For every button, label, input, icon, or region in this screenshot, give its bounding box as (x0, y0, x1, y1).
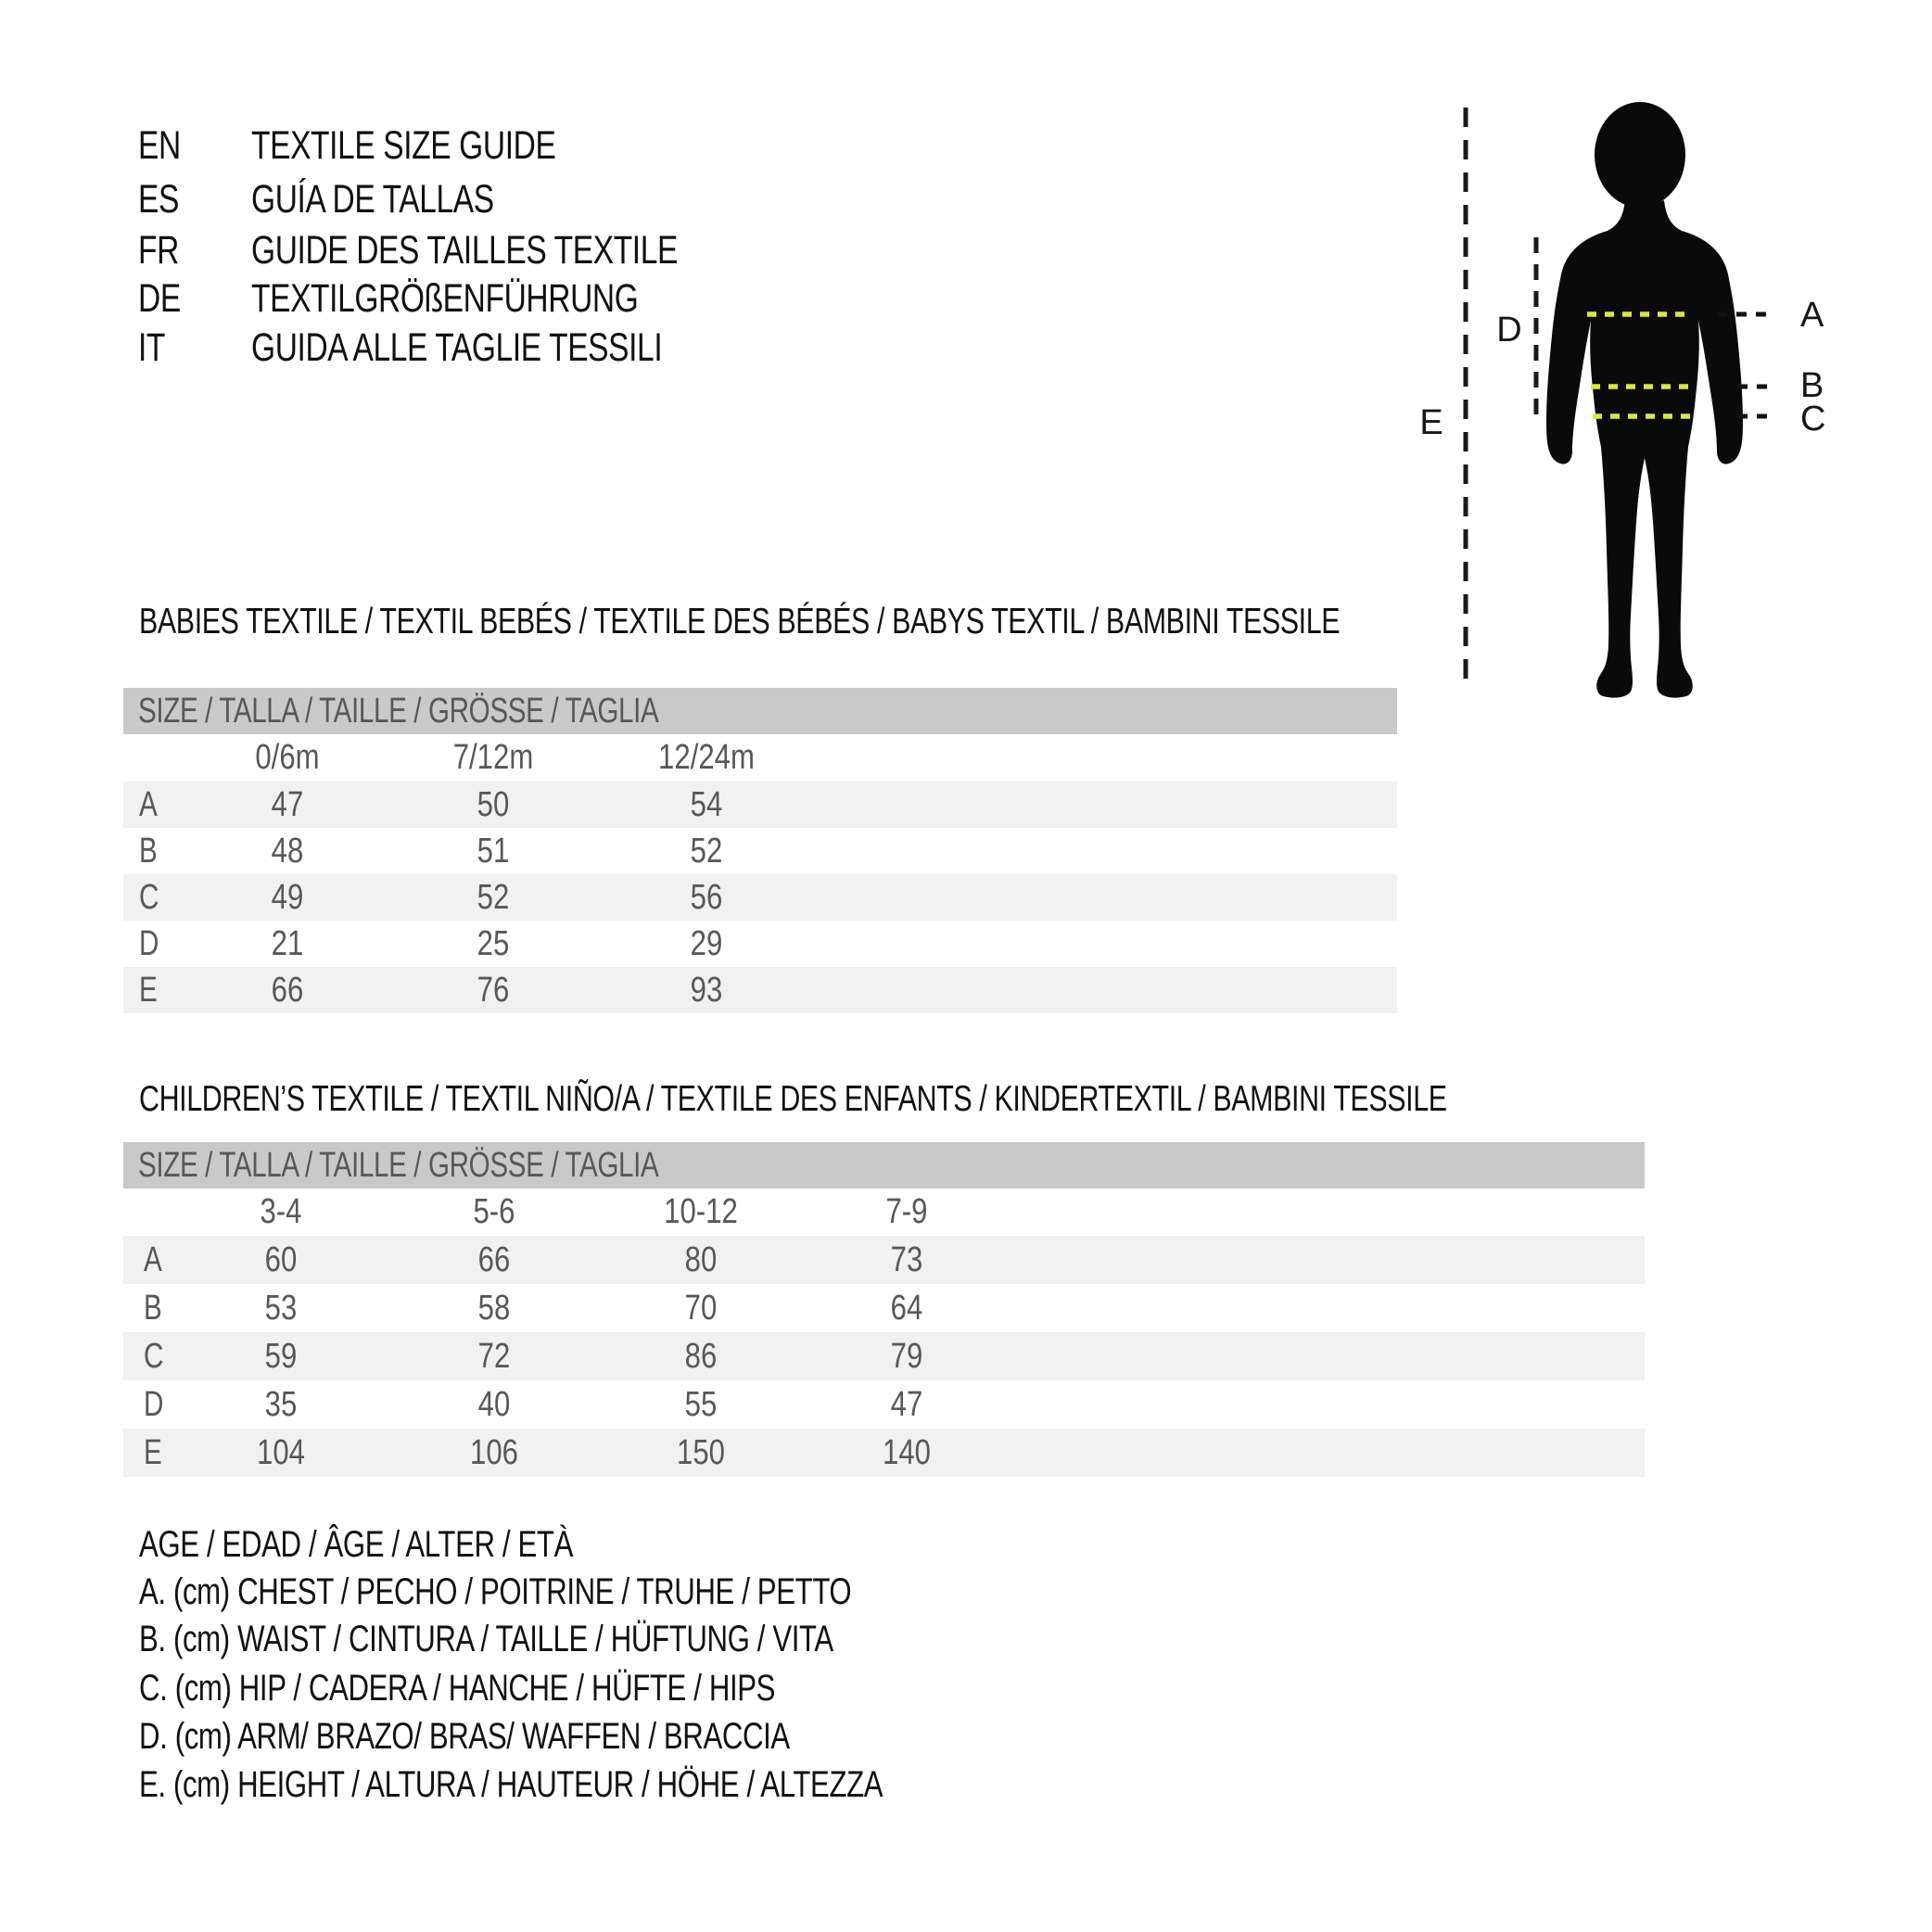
table-cell: 58 (477, 1289, 511, 1328)
table-cell: 55 (684, 1385, 718, 1424)
children-column-header-row (123, 1188, 1645, 1236)
figure-label-e: E (1419, 403, 1443, 442)
children-size-header-bar (123, 1142, 1645, 1188)
babies-size-header-label: SIZE / TALLA / TAILLE / GRÖSSE / TAGLIA (138, 692, 659, 731)
child-measurement-figure (1391, 74, 1873, 723)
table-cell: 56 (690, 878, 723, 917)
table-cell: 93 (690, 971, 723, 1010)
babies-col-header: 0/6m (255, 738, 320, 777)
lang-code-it: IT (138, 325, 166, 370)
children-col-header: 10-12 (664, 1192, 738, 1231)
table-row (123, 921, 1397, 967)
table-cell: 86 (684, 1337, 718, 1376)
table-row (123, 1429, 1645, 1477)
table-cell: 25 (477, 924, 510, 963)
legend-line-chest: A. (cm) CHEST / PECHO / POITRINE / TRUHE / PETTO (139, 1571, 852, 1612)
table-cell: 40 (477, 1385, 511, 1424)
table-cell: 47 (890, 1385, 923, 1424)
table-cell: 140 (883, 1433, 931, 1472)
title-fr: GUIDE DES TAILLES TEXTILE (251, 228, 678, 273)
babies-column-header-row (123, 734, 1397, 782)
figure-label-a: A (1800, 296, 1824, 335)
table-cell: 72 (477, 1337, 511, 1376)
children-size-table (123, 1142, 1645, 1477)
babies-size-table (123, 688, 1397, 1013)
legend-line-height: E. (cm) HEIGHT / ALTURA / HAUTEUR / HÖHE / ALTEZZA (139, 1764, 883, 1805)
table-cell: 76 (477, 971, 510, 1010)
legend-line-waist: B. (cm) WAIST / CINTURA / TAILLE / HÜFTUNG / VITA (139, 1619, 833, 1659)
table-cell: 79 (890, 1337, 923, 1376)
legend-line-arm: D. (cm) ARM/ BRAZO/ BRAS/ WAFFEN / BRACCIA (139, 1716, 790, 1757)
table-cell: 80 (684, 1240, 718, 1279)
table-row (123, 1332, 1645, 1380)
children-col-header: 7-9 (885, 1192, 928, 1231)
row-label: E (144, 1433, 162, 1472)
figure-label-d: D (1496, 311, 1522, 350)
row-label: C (144, 1337, 164, 1376)
table-cell: 150 (677, 1433, 725, 1472)
table-cell: 47 (271, 785, 304, 824)
babies-section-heading: BABIES TEXTILE / TEXTIL BEBÉS / TEXTILE DES BÉBÉS / BABYS TEXTIL / BAMBINI TESSILE (139, 602, 1341, 642)
table-cell: 21 (271, 924, 304, 963)
lang-code-es: ES (138, 177, 179, 222)
babies-col-header: 7/12m (452, 738, 534, 777)
row-label: E (139, 971, 158, 1010)
figure-label-c: C (1800, 400, 1826, 439)
table-cell: 51 (477, 832, 510, 871)
child-silhouette-icon (1546, 102, 1743, 698)
table-cell: 73 (890, 1240, 923, 1279)
table-cell: 64 (890, 1289, 923, 1328)
table-row (123, 828, 1397, 874)
table-cell: 106 (470, 1433, 518, 1472)
title-es: GUÍA DE TALLAS (251, 177, 494, 222)
children-col-header: 5-6 (473, 1192, 515, 1231)
babies-col-header: 12/24m (658, 738, 755, 777)
row-label: B (139, 832, 158, 871)
table-cell: 29 (690, 924, 723, 963)
table-row (123, 1380, 1645, 1429)
table-row (123, 967, 1397, 1013)
table-cell: 54 (690, 785, 723, 824)
row-label: B (144, 1289, 162, 1328)
row-label: A (144, 1240, 162, 1279)
table-cell: 60 (264, 1240, 298, 1279)
table-cell: 66 (477, 1240, 511, 1279)
legend-line-age: AGE / EDAD / ÂGE / ALTER / ETÀ (139, 1524, 573, 1565)
table-cell: 52 (477, 878, 510, 917)
babies-size-header-bar (123, 688, 1397, 734)
lang-code-en: EN (138, 123, 181, 168)
legend-line-hip: C. (cm) HIP / CADERA / HANCHE / HÜFTE / HIPS (139, 1668, 776, 1709)
table-cell: 66 (271, 971, 304, 1010)
children-size-header-label: SIZE / TALLA / TAILLE / GRÖSSE / TAGLIA (138, 1146, 659, 1185)
table-cell: 53 (264, 1289, 298, 1328)
lang-code-de: DE (138, 276, 181, 321)
table-cell: 49 (271, 878, 304, 917)
table-cell: 104 (257, 1433, 305, 1472)
table-cell: 52 (690, 832, 723, 871)
table-row (123, 782, 1397, 828)
title-en: TEXTILE SIZE GUIDE (251, 123, 556, 168)
table-cell: 70 (684, 1289, 718, 1328)
table-row (123, 874, 1397, 921)
table-cell: 35 (264, 1385, 298, 1424)
table-cell: 50 (477, 785, 510, 824)
row-label: D (139, 924, 159, 963)
lang-code-fr: FR (138, 228, 179, 273)
row-label: C (139, 878, 159, 917)
children-col-header: 3-4 (260, 1192, 302, 1231)
row-label: D (144, 1385, 164, 1424)
table-cell: 48 (271, 832, 304, 871)
table-cell: 59 (264, 1337, 298, 1376)
children-section-heading: CHILDREN’S TEXTILE / TEXTIL NIÑO/A / TEXTILE DES ENFANTS / KINDERTEXTIL / BAMBINI TESSILE (139, 1079, 1447, 1119)
row-label: A (139, 785, 158, 824)
title-de: TEXTILGRÖßENFÜHRUNG (251, 276, 639, 321)
figure-label-b: B (1800, 366, 1824, 405)
table-row (123, 1284, 1645, 1332)
title-it: GUIDA ALLE TAGLIE TESSILI (251, 325, 663, 370)
table-row (123, 1236, 1645, 1284)
